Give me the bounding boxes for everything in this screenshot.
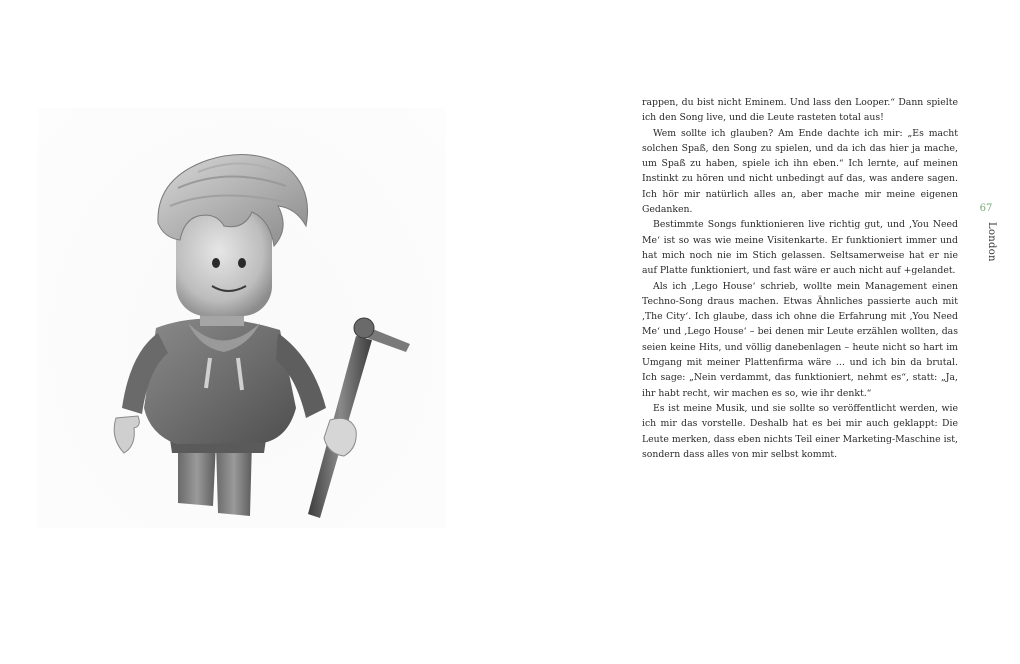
running-head: London [986,222,997,262]
microphone-head [354,318,374,338]
minifigure-drawing [38,108,446,528]
paragraph-4: Als ich ‚Lego House‘ schrieb, wollte mein Management einen Techno-Song draus machen. Etwas Ähnliches passierte auch mit ‚The City‘. Ich glaube, dass ich ohne die Erfahrung mit ‚You Need Me‘ und ‚Lego House‘ – bei denen mir Leute erzählen wollten, das seien keine Hits, und völlig danebenlagen – heute nicht so hart im Umgang mit meiner Plattenfirma wäre … und ich bin da brutal. Ich sage: „Nein verdammt, das funktioniert, nehmt es“, statt: „Ja, ihr habt recht, wir machen es so, wie ihr denkt.“ [642,280,958,399]
right-eye [238,258,246,268]
hoodie-torso [144,318,296,444]
left-hand [114,416,139,453]
left-eye [212,258,220,268]
page-number: 67 [979,203,993,214]
lego-figure-illustration [38,108,446,528]
paragraph-1: rappen, du bist nicht Eminem. Und lass den Looper.“ Dann spielte ich den Song live, und die Leute rasteten total aus! [642,97,958,124]
paragraph-5: Es ist meine Musik, und sie sollte so veröffentlicht werden, wie ich mir das vorstelle. Deshalb hat es bei mir auch geklappt: Die Leute merken, dass eben nichts Teil einer Marketing-Maschine ist, sondern dass alles von mir selbst kommt. [642,402,958,460]
body-text [642,95,958,462]
paragraph-2: Wem sollte ich glauben? Am Ende dachte ich mir: „Es macht solchen Spaß, den Song zu spielen, und da ich das hier ja mache, um Spaß zu haben, spiele ich ihn eben.“ Ich lernte, auf meinen Instinkt zu hören und nicht unbedingt auf das, was andere sagen. Ich hör mir natürlich alles an, aber mache mir meine eigenen Gedanken. [642,127,958,216]
paragraph-3: Bestimmte Songs funktionieren live richtig gut, und ‚You Need Me‘ ist so was wie meine Visitenkarte. Er funktioniert immer und hat mich noch nie im Stich gelassen. Seltsamerweise hat er nie auf Platte funktioniert, und fast wäre er auch nicht auf +gelandet. [642,219,958,277]
